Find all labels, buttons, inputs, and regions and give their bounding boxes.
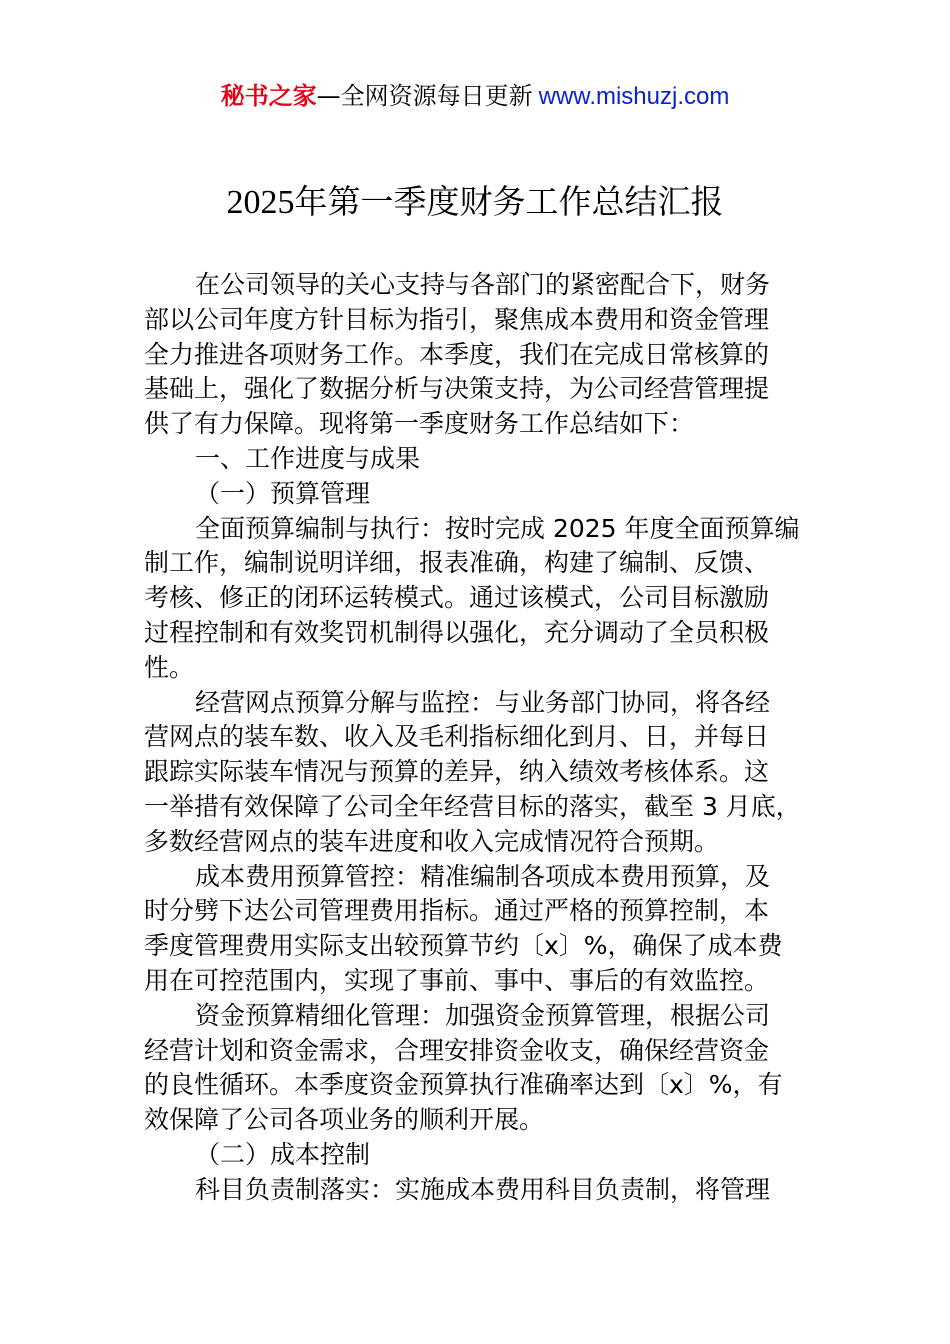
paragraph-line: 在公司领导的关心支持与各部门的紧密配合下，财务 (195, 270, 771, 299)
paragraph-line: 全力推进各项财务工作。本季度，我们在完成日常核算的 (144, 339, 770, 369)
title-year: 2025 (226, 184, 295, 221)
paragraph-line: 全面预算编制与执行：按时完成 2025 年度全面预算编 (195, 513, 800, 543)
document-title (0, 180, 950, 225)
subsection-heading: （二）成本控制 (195, 1139, 371, 1169)
paragraph-line: 性。 (144, 652, 195, 682)
paragraph-line: 时分劈下达公司管理费用指标。通过严格的预算控制，本 (144, 896, 770, 926)
title-text: 年第一季度财务工作总结汇报 (294, 182, 724, 221)
paragraph-line: 科目负责制落实：实施成本费用科目负责制，将管理 (195, 1174, 771, 1204)
paragraph-line: 用在可控范围内，实现了事前、事中、事后的有效监控。 (144, 965, 770, 995)
paragraph-line: 一举措有效保障了公司全年经营目标的落实，截至 3 月底， (144, 791, 801, 821)
paragraph-line: 成本费用预算管控：精准编制各项成本费用预算，及 (195, 861, 771, 891)
paragraph-line: 考核、修正的闭环运转模式。通过该模式，公司目标激励 (144, 583, 770, 613)
paragraph-line: 制工作，编制说明详细，报表准确，构建了编制、反馈、 (144, 548, 770, 578)
paragraph-line: 跟踪实际装车情况与预算的差异，纳入绩效考核体系。这 (144, 757, 770, 787)
paragraph-line: 资金预算精细化管理：加强资金预算管理，根据公司 (195, 1000, 771, 1030)
section-heading: 一、工作进度与成果 (195, 443, 421, 473)
paragraph-line: 多数经营网点的装车进度和收入完成情况符合预期。 (144, 826, 720, 856)
paragraph-line: 供了有力保障。现将第一季度财务工作总结如下： (144, 409, 695, 439)
paragraph-line: 过程控制和有效奖罚机制得以强化，充分调动了全员积极 (144, 617, 770, 647)
paragraph-line: 经营计划和资金需求，合理安排资金收支，确保经营资金 (144, 1035, 770, 1065)
paragraph-line: 效保障了公司各项业务的顺利开展。 (144, 1105, 545, 1135)
site-brand: 秘书之家 (220, 82, 317, 110)
paragraph-line: 部以公司年度方针目标为指引，聚焦成本费用和资金管理 (144, 304, 770, 334)
paragraph-line: 的良性循环。本季度资金预算执行准确率达到〔x〕%，有 (144, 1070, 783, 1100)
site-url-link[interactable]: www.mishuzj.com (538, 83, 730, 110)
paragraph-line: 营网点的装车数、收入及毛利指标细化到月、日，并每日 (144, 722, 770, 752)
site-header (0, 80, 950, 113)
paragraph-line: 经营网点预算分解与监控：与业务部门协同，将各经 (195, 687, 771, 717)
site-tagline: —全网资源每日更新 (316, 82, 533, 110)
paragraph-line: 季度管理费用实际支出较预算节约〔x〕%，确保了成本费 (144, 931, 783, 961)
document-body (144, 268, 809, 1208)
paragraph-line: 基础上，强化了数据分析与决策支持，为公司经营管理提 (144, 374, 770, 404)
subsection-heading: （一）预算管理 (195, 478, 371, 508)
